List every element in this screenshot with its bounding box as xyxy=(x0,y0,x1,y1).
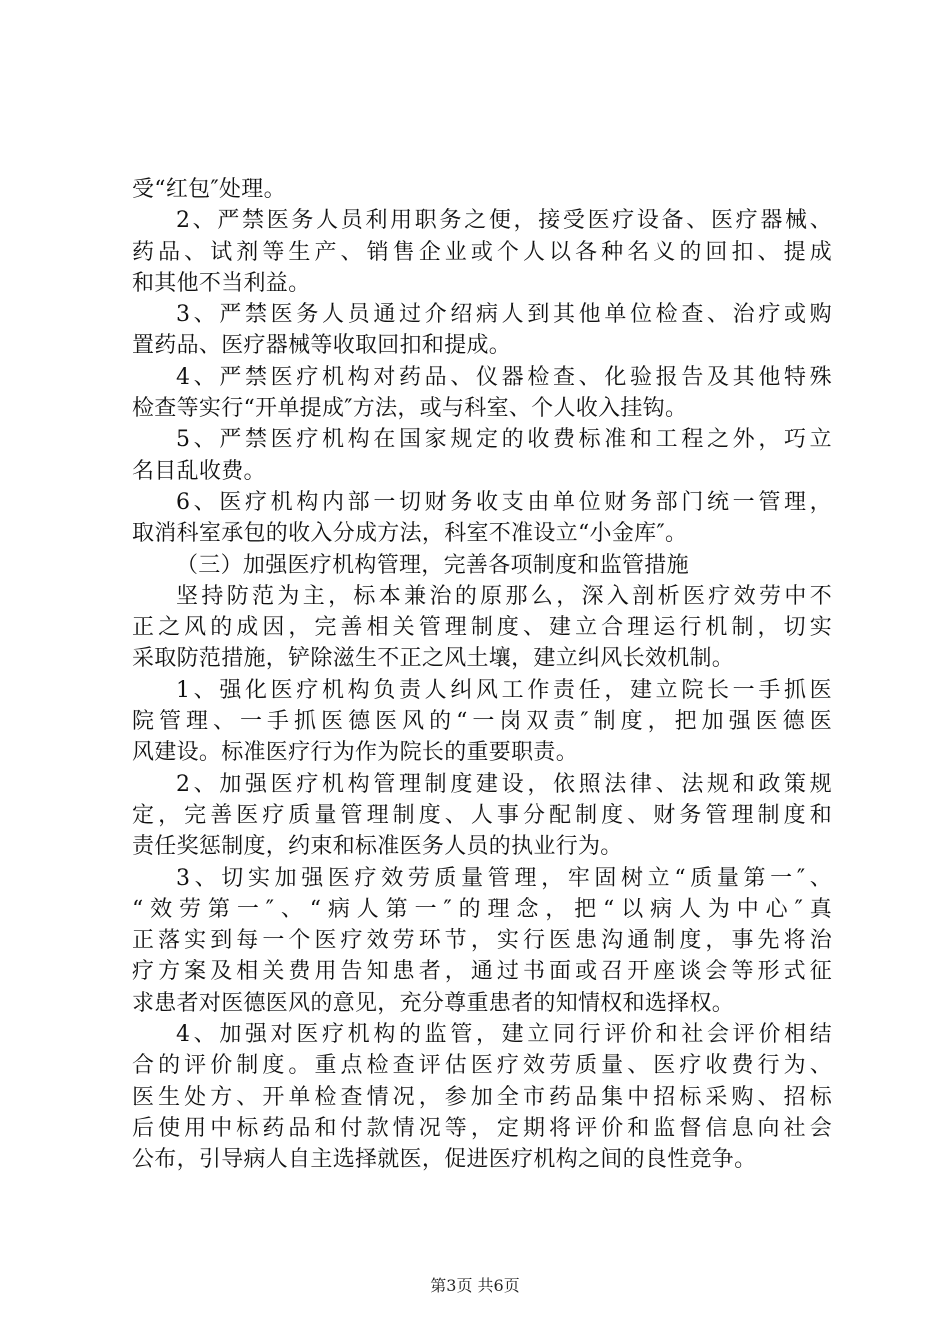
text-line: 正之风的成因，完善相关管理制度、建立合理运行机制，切实 xyxy=(132,615,832,641)
text-line: 取消科室承包的收入分成方法，科室不准设立“小金库″。 xyxy=(132,521,688,547)
document-body xyxy=(132,174,832,1176)
text-line: （三）加强医疗机构管理，完善各项制度和监管措施 xyxy=(176,552,689,578)
text-line: 4、严禁医疗机构对药品、仪器检查、化验报告及其他特殊 xyxy=(176,364,832,390)
text-line: 求患者对医德医风的意见，充分尊重患者的知情权和选择权。 xyxy=(132,990,735,1016)
text-line: 6、医疗机构内部一切财务收支由单位财务部门统一管理， xyxy=(176,489,832,515)
text-line: 受“红包″处理。 xyxy=(132,177,286,202)
text-line: 药品、试剂等生产、销售企业或个人以各种名义的回扣、提成 xyxy=(132,239,832,265)
text-line: 医生处方、开单检查情况，参加全市药品集中招标采购、招标 xyxy=(132,1084,832,1110)
text-line: 和其他不当利益。 xyxy=(132,270,311,296)
text-line: 检查等实行“开单提成″方法，或与科室、个人收入挂钩。 xyxy=(132,396,688,422)
text-line: 定，完善医疗质量管理制度、人事分配制度、财务管理制度和 xyxy=(132,802,832,828)
text-line: 2、加强医疗机构管理制度建设，依照法律、法规和政策规 xyxy=(176,771,832,797)
text-line: 公布，引导病人自主选择就医，促进医疗机构之间的良性竞争。 xyxy=(132,1147,757,1173)
page-footer: 第3页 共6页 xyxy=(430,1276,520,1295)
text-line: 5、严禁医疗机构在国家规定的收费标准和工程之外，巧立 xyxy=(176,427,832,453)
text-line: 2、严禁医务人员利用职务之便，接受医疗设备、医疗器械、 xyxy=(176,208,832,234)
text-line: 4、加强对医疗机构的监管，建立同行评价和社会评价相结 xyxy=(176,1022,832,1048)
text-line: 院管理、一手抓医德医风的“一岗双责″制度，把加强医德医 xyxy=(132,709,832,735)
text-line: 正落实到每一个医疗效劳环节，实行医患沟通制度，事先将治 xyxy=(132,928,832,954)
text-line: 采取防范措施，铲除滋生不正之风土壤，建立纠风长效机制。 xyxy=(132,646,735,672)
text-line: 坚持防范为主，标本兼治的原那么，深入剖析医疗效劳中不 xyxy=(176,583,832,609)
text-line: 疗方案及相关费用告知患者，通过书面或召开座谈会等形式征 xyxy=(132,959,832,985)
text-line: 后使用中标药品和付款情况等，定期将评价和监督信息向社会 xyxy=(132,1115,832,1141)
text-line: 置药品、医疗器械等收取回扣和提成。 xyxy=(132,333,512,359)
text-line: “效劳第一″、“病人第一″的理念，把“以病人为中心″真 xyxy=(132,896,832,922)
text-line: 名目乱收费。 xyxy=(132,458,266,484)
text-line: 3、切实加强医疗效劳质量管理，牢固树立“质量第一″、 xyxy=(176,865,832,891)
text-line: 责任奖惩制度，约束和标准医务人员的执业行为。 xyxy=(132,834,623,860)
text-line: 合的评价制度。重点检查评估医疗效劳质量、医疗收费行为、 xyxy=(132,1053,832,1079)
text-line: 3、严禁医务人员通过介绍病人到其他单位检查、治疗或购 xyxy=(176,302,832,328)
text-line: 风建设。标准医疗行为作为院长的重要职责。 xyxy=(132,740,579,766)
text-line: 1、强化医疗机构负责人纠风工作责任，建立院长一手抓医 xyxy=(176,677,832,703)
